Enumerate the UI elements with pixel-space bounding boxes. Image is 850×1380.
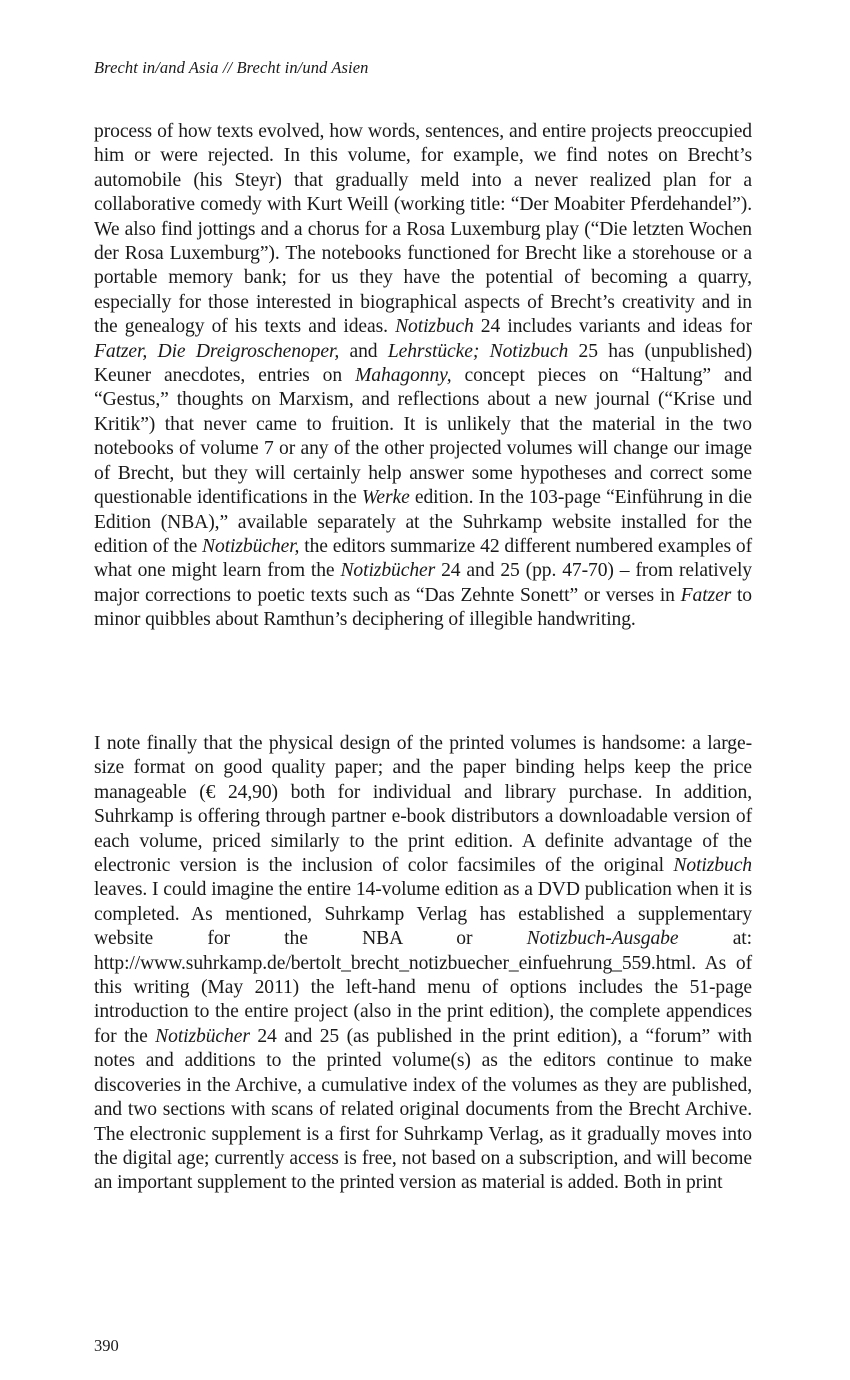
text-segment: 24 and 25 (as published in the print edition), a “forum” with notes and additions to the printed volume(s) as the editors continue to make discoveries in the Archive, a cumulative index of the volumes as they are published, and two sections with scans of related original documents from the Brecht Archive. The electronic supplement is a first for Suhrkamp Verlag, as it gradually moves into the digital age; currently access is free, not based on a subscription, and will become an important supplement to the printed version as material is added. Both in print (94, 1025, 753, 1194)
italic-text-segment: Notizbuch (673, 855, 752, 877)
text-segment: to minor quibbles about Ramthun’s deciphering of illegible handwriting. (94, 584, 753, 631)
italic-text-segment: Notizbücher, (202, 535, 300, 557)
text-segment: and (339, 340, 388, 362)
italic-text-segment: Mahagonny, (355, 365, 452, 387)
text-segment: process of how texts evolved, how words, sentences, and entire projects preoccupied him or were rejected. In this volume, for example, we find notes on Brecht’s automobile (his Steyr) that gradually meld into a never realized plan for a collaborative comedy with Kurt Weill (working title: “Der Moabiter Pferdehandel”). We also find jottings and a chorus for a Rosa Luxemburg play (“Die letzten Wochen der Rosa Luxemburg”). The notebooks functioned for Brecht like a storehouse or a portable memory bank; for us they have the potential of becoming a quarry, especially for those interested in biographical aspects of Brecht’s creativity and in the genealogy of his texts and ideas. (94, 121, 752, 338)
page-number: 390 (94, 1336, 119, 1355)
text-segment: at: http://www.suhrkamp.de/bertolt_brecht_notizbuecher_einfuehrung_559.html. As of this writing (May 2011) the left-hand menu of options includes the 51-page introduction to the entire project (also in the print edition), the complete appendices for the (94, 928, 752, 1047)
running-head: Brecht in/and Asia // Brecht in/und Asien (94, 58, 369, 77)
text-segment: 24 and 25 (pp. 47-70) – from relatively major corrections to poetic texts such as “Das Zehnte Sonett” or verses in (94, 560, 752, 606)
text-segment: leaves. I could imagine the entire 14-volume edition as a DVD publication when it is completed. As mentioned, Suhrkamp Verlag has established a supplementary website for the NBA or (94, 879, 752, 950)
body-paragraph-1 (94, 120, 752, 633)
text-segment: 24 includes variants and ideas for (473, 316, 752, 338)
italic-text-segment: Fatzer (680, 584, 732, 606)
italic-text-segment: Notizbuch (395, 316, 474, 338)
text-segment: concept pieces on “Haltung” and “Gestus,” thoughts on Marxism, and reflections about a new journal (“Krise und Kritik”) that never came to fruition. It is unlikely that the material in the two notebooks of volume 7 or any of the other projected volumes will change our image of Brecht, but they will certainly help answer some hypotheses and correct some questionable identifications in the (94, 365, 753, 509)
italic-text-segment: Werke (361, 487, 410, 509)
text-segment: edition. In the 103-page “Einführung in die Edition (NBA),” available separately at the Suhrkamp website installed for the edition of the (94, 487, 752, 557)
italic-text-segment: Notizbücher (340, 560, 436, 582)
body-paragraph-2 (94, 732, 752, 1196)
text-segment: the editors summarize 42 different numbered examples of what one might learn from the (94, 535, 752, 582)
italic-text-segment: Lehrstücke; Notizbuch (387, 340, 569, 362)
italic-text-segment: Notizbücher (155, 1025, 250, 1047)
italic-text-segment: Fatzer, Die Dreigroschenoper, (94, 340, 340, 362)
text-segment: 25 has (unpublished) Keuner anecdotes, entries on (94, 340, 752, 387)
italic-text-segment: Notizbuch-Ausgabe (526, 928, 679, 950)
text-segment: I note finally that the physical design of the printed volumes is handsome: a large-size format on good quality paper; and the paper binding helps keep the price manageable (€ 24,90) both for individual and library purchase. In addition, Suhrkamp is offering through partner e-book distributors a downloadable version of each volume, priced similarly to the print edition. A definite advantage of the electronic version is the inclusion of color facsimiles of the original (94, 733, 752, 877)
